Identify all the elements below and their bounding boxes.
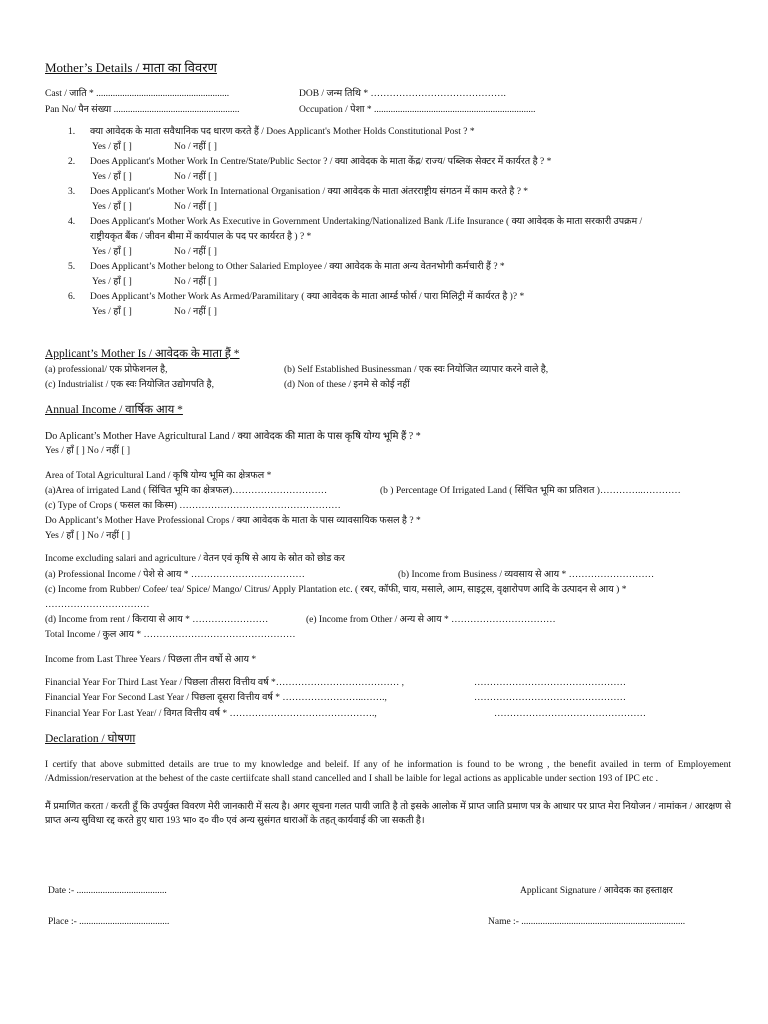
declaration-hindi: मैं प्रमाणित करता / करती हूँ कि उपर्युक्त विवरण मेरी जानकारी में सत्य है। अगर सूचना गलत पायी जाति है तो इसके आलोक में प्राप्त जाति प्रमाण पत्र के आधार पर प्राप्त मेरा नियोजन / नामांकन / आरक्षण से प्राप्त अन्य सुविधा रद्द करते हुए धारा 193 भा० द० वी० एवं अन्य सुसंगत धाराओं के तहत् कार्यवाई की जा सकती है।	[45, 802, 731, 826]
no-checkbox[interactable]: No / नहीं [ ]	[174, 202, 217, 212]
question-text: Does Applicant’s Mother Work As Armed/Paramilitary ( क्या आवेदक के माता आर्म्ड फोर्स / पारा मिलिट्री में कार्यरत है )? *	[90, 292, 525, 302]
yes-checkbox[interactable]: Yes / हाँ [ ]	[92, 247, 132, 257]
fy-last-field[interactable]: Financial Year For Last Year/ / विगत वित्तीय वर्ष * ……………………………………….,	[45, 709, 377, 719]
page-title: Mother’s Details / माता का विवरण	[45, 60, 217, 75]
yes-checkbox[interactable]: Yes / हाँ [ ]	[92, 307, 132, 317]
professional-income-field[interactable]: (a) Professional Income / पेशे से आय * ………………………………	[45, 570, 305, 580]
agri-land-question: Do Aplicant’s Mother Have Agricultural Land / क्या आवेदक की माता के पास कृषि योग्य भूमि हैं ? *	[45, 431, 421, 442]
occupation-field[interactable]: Occupation / पेशा * ....................................................................	[299, 105, 536, 115]
business-income-field[interactable]: (b) Income from Business / व्यवसाय से आय * ………………………	[398, 570, 655, 580]
yes-checkbox[interactable]: Yes / हाँ [ ]	[92, 172, 132, 182]
plantation-income-label: (c) Income from Rubber/ Cofee/ tea/ Spice/ Mango/ Citrus/ Apply Plantation etc. ( रबर, कॉफी, चाय, मसाले, आम, साइट्रस, वृक्षारोपण आदि के उत्पादन से आय ) *	[45, 585, 627, 595]
total-income-field[interactable]: Total Income / कुल आय * …………………………………………	[45, 630, 296, 640]
mother-is-heading: Applicant’s Mother Is / आवेदक के माता हैं *	[45, 348, 240, 360]
no-checkbox[interactable]: No / नहीं [ ]	[174, 247, 217, 257]
question-number: 2.	[68, 157, 76, 167]
question-text: क्या आवेदक के माता सवैधानिक पद धारण करते हैं / Does Applicant's Mother Holds Constitutional Post ? *	[90, 127, 475, 137]
area-total-label: Area of Total Agricultural Land / कृषि योग्य भूमि का क्षेत्रफल *	[45, 471, 272, 481]
declaration-heading: Declaration / घोषणा	[45, 733, 136, 745]
question-text: Does Applicant’s Mother belong to Other Salaried Employee / क्या आवेदक के माता अन्य वेतनभोगी कर्मचारी हैं ? *	[90, 262, 505, 272]
pan-field[interactable]: Pan No/ पैन संख्या .....................................................	[45, 105, 240, 115]
no-checkbox[interactable]: No / नहीं [ ]	[174, 172, 217, 182]
prof-crops-yes-no[interactable]: Yes / हाँ [ ] No / नहीं [ ]	[45, 531, 131, 541]
other-income-field[interactable]: (e) Income from Other / अन्य से आय * ……………………………	[306, 615, 556, 625]
place-field[interactable]: Place :- ......................................	[48, 917, 170, 927]
option-industrialist[interactable]: (c) Industrialist / एक स्वः नियोजित उद्योगपति है,	[45, 380, 214, 390]
yes-checkbox[interactable]: Yes / हाँ [ ]	[92, 202, 132, 212]
fy-second-last-extra[interactable]: …………………………………………	[474, 693, 626, 703]
option-businessman[interactable]: (b) Self Established Businessman / एक स्वः नियोजित व्यापार करने वाले है,	[284, 365, 549, 375]
rent-income-field[interactable]: (d) Income from rent / किराया से आय * ……………………	[45, 615, 269, 625]
income-excluding-label: Income excluding salari and agriculture / वेतन एवं कृषि से आय के स्रोत को छोड कर	[45, 554, 345, 564]
signature-label: Applicant Signature / आवेदक का हस्ताक्षर	[520, 886, 673, 896]
fy-third-last-field[interactable]: Financial Year For Third Last Year / पिछला तीसरा वित्तीय वर्ष *………………………………… ,	[45, 678, 405, 688]
date-field[interactable]: Date :- ......................................	[48, 886, 167, 896]
question-text-cont: राष्ट्रीयकृत बैंक / जीवन बीमा में कार्यपाल के पद पर कार्यरत है ) ? *	[90, 232, 312, 242]
pct-irrigated-field[interactable]: (b ) Percentage Of Irrigated Land ( सिंचित भूमि का प्रतिशत )…………..…………	[380, 486, 681, 496]
option-none[interactable]: (d) Non of these / इनमे से कोई नहीं	[284, 380, 410, 390]
annual-income-heading: Annual Income / वार्षिक आय *	[45, 404, 183, 416]
name-field[interactable]: Name :- .....................................................................	[488, 917, 686, 927]
question-number: 3.	[68, 187, 76, 197]
fy-last-extra[interactable]: …………………………………………	[494, 709, 646, 719]
yes-checkbox[interactable]: Yes / हाँ [ ]	[92, 277, 132, 287]
area-irrigated-field[interactable]: (a)Area of irrigated Land ( सिंचित भूमि का क्षेत्रफल)…………………………	[45, 486, 328, 496]
question-text: Does Applicant's Mother Work As Executive in Government Undertaking/Nationalized Bank /Life Insurance ( क्या आवेदक के माता सरकारी उपक्रम /	[90, 217, 643, 227]
question-number: 4.	[68, 217, 76, 227]
question-number: 5.	[68, 262, 76, 272]
cast-field[interactable]: Cast / जाति * ........................................................	[45, 89, 230, 99]
fy-second-last-field[interactable]: Financial Year For Second Last Year / पिछला दूसरा वित्तीय वर्ष * ……………………..…….,	[45, 693, 387, 703]
no-checkbox[interactable]: No / नहीं [ ]	[174, 142, 217, 152]
dob-field[interactable]: DOB / जन्म तिथि * …………………………………….	[299, 89, 506, 99]
yes-checkbox[interactable]: Yes / हाँ [ ]	[92, 142, 132, 152]
no-checkbox[interactable]: No / नहीं [ ]	[174, 307, 217, 317]
question-number: 6.	[68, 292, 76, 302]
question-text: Does Applicant's Mother Work In Centre/State/Public Sector ? / क्या आवेदक के माता केंद्र/ राज्य/ पब्लिक सेक्टर में कार्यरत है ? *	[90, 157, 552, 167]
plantation-income-field[interactable]: ……………………………	[45, 600, 150, 610]
last-three-years-label: Income from Last Three Years / पिछला तीन वर्षो से आय *	[45, 655, 257, 665]
agri-land-yes-no[interactable]: Yes / हाँ [ ] No / नहीं [ ]	[45, 446, 131, 456]
question-text: Does Applicant's Mother Work In International Organisation / क्या आवेदक के माता अंतरराष्ट्रीय संगठन में काम करते है ? *	[90, 187, 529, 197]
fy-third-last-extra[interactable]: …………………………………………	[474, 678, 626, 688]
crop-type-field[interactable]: (c) Type of Crops ( फसल का किस्म) ……………………………………………	[45, 501, 341, 511]
no-checkbox[interactable]: No / नहीं [ ]	[174, 277, 217, 287]
prof-crops-question: Do Applicant’s Mother Have Professional Crops / क्या आवेदक के माता के पास व्यावसायिक फसल है ? *	[45, 516, 421, 526]
question-number: 1.	[68, 127, 76, 137]
declaration-english: I certify that above submitted details are true to my knowledge and beleif. If any of he information is found to be wrong , the benefit availed in term of Employement /Admission/reservation at the behest of the caste certiifcate shall stand cancelled and I shall be laible for legal actions as applicable under section 193 of IPC etc .	[45, 760, 731, 784]
option-professional[interactable]: (a) professional/ एक प्रोफेशनल है,	[45, 365, 168, 375]
